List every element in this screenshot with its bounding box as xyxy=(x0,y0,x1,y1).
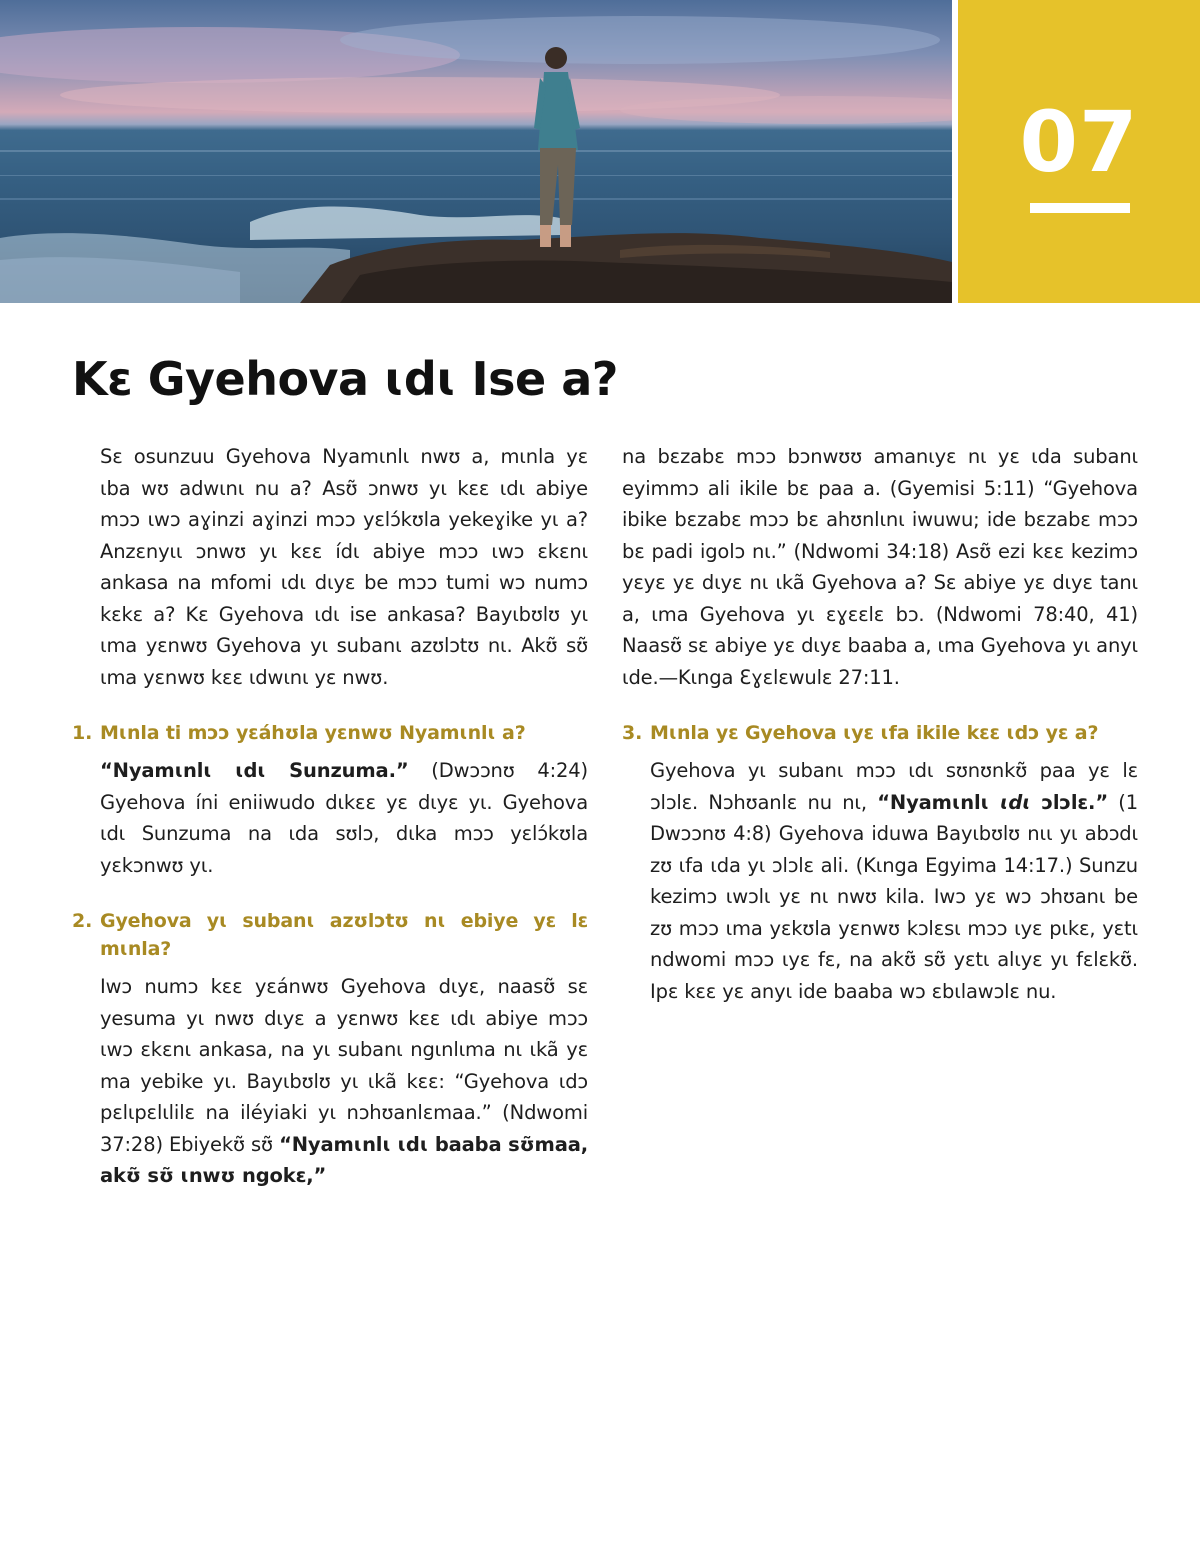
badge-underline xyxy=(1030,203,1130,213)
answer-1-bold-lead: “Nyamɩnlɩ ɩdɩ Sunzuma.” xyxy=(100,759,409,782)
question-3-text: Mɩnla yɛ Gyehova ɩyɛ ɩfa ikile kɛɛ ɩdɔ yɛ a? xyxy=(650,722,1099,744)
question-2-number: 2. xyxy=(72,910,93,932)
answer-1-body: (Dwɔɔnʊ 4:24) Gyehova íni eniiwudo dɩkɛɛ yɛ dɩyɛ yɩ. Gyehova ɩdɩ Sunzuma na ɩda sʊlɔ, dɩka mɔɔ yɛlɔ́kʊla yɛkɔnwʊ yɩ. xyxy=(100,759,589,877)
answer-3-body-2: (1 Dwɔɔnʊ 4:8) Gyehova iduwa Bayɩbʊlʊ nɩɩ yɩ abɔdɩ zʊ ɩfa ɩda yɩ ɔlɔlɛ ali. (Kɩnga Egyima 14:17.) Sunzu kezimɔ ɩwɔlɩ yɛ nɩ nwʊ kila. Iwɔ yɛ wɔ ɔhʊanɩ be zʊ mɔɔ ɩma yɛkʊla yɛnwʊ kɔlɛsɩ mɔɔ ɩyɛ pɩkɛ, yɛtɩ ndwomi mɔɔ ɩyɛ fɛ, na akʊ̃ sʊ̃ yɛtɩ alɩyɛ yɩ fɛlɛkʊ̃. Ipɛ kɛɛ yɛ anyɩ ide baaba wɔ ɛbɩlawɔlɛ nu. xyxy=(650,790,1139,1003)
answer-3-body-1: Gyehova yɩ subanɩ mɔɔ ɩdɩ sʊnʊnkʊ̃ paa yɛ lɛ ɔlɔlɛ. Nɔhʊanlɛ nu nɩ, xyxy=(650,759,1138,814)
man-figure xyxy=(534,47,580,247)
lesson-number-badge xyxy=(958,0,1200,303)
left-column xyxy=(72,441,588,1192)
question-2-text: Gyehova yɩ subanɩ azʊlɔtʊ nɩ ebiye yɛ lɛ mɩnla? xyxy=(100,910,588,960)
answer-3-bold-a: “Nyamɩnlɩ xyxy=(877,790,1000,814)
answer-2-paragraph xyxy=(72,971,588,1192)
answer-3-bold-b: ɔlɔlɛ.” xyxy=(1030,790,1108,814)
question-3-heading xyxy=(622,719,1138,747)
lesson-number: 07 xyxy=(1019,93,1139,191)
question-3-number: 3. xyxy=(622,722,643,744)
answer-3-bold-italic: ɩdɩ xyxy=(999,790,1031,814)
hero-illustration xyxy=(0,0,952,303)
right-column xyxy=(622,441,1138,1007)
question-2-heading xyxy=(72,907,588,963)
answer-2-bold-quote: “Nyamɩnlɩ ɩdɩ baaba sʊ̃maa, akʊ̃ sʊ̃ ɩnwʊ ngokɛ,” xyxy=(100,1132,588,1187)
question-1-number: 1. xyxy=(72,722,93,744)
answer-1-paragraph xyxy=(72,755,588,881)
answer-3-paragraph xyxy=(622,755,1138,1007)
question-1-text: Mɩnla ti mɔɔ yɛáhʊla yɛnwʊ Nyamɩnlɩ a? xyxy=(100,722,526,744)
hero-photo xyxy=(0,0,952,303)
answer-2-continuation: na bɛzabɛ mɔɔ bɔnwʊʊ amanɩyɛ nɩ yɛ ɩda subanɩ eyimmɔ ali ikile bɛ paa a. (Gyemisi 5:11) “Gyehova ibike bɛzabɛ mɔɔ bɛ ahʊnlɩnɩ iwuwu; ide bɛzabɛ mɔɔ bɛ padi igolɔ nɩ.” (Ndwomi 34:18) Asʊ̃ ezi kɛɛ kezimɔ yɛyɛ yɛ dɩyɛ nɩ ɩkã Gyehova a? Sɛ abiye yɛ dɩyɛ tanɩ a, ɩma Gyehova yɩ ɛɣɛɛlɛ bɔ. (Ndwomi 78:40, 41) Naasʊ̃ sɛ abiye yɛ dɩyɛ baaba a, ɩma Gyehova yɩ anyɩ ɩde.—Kɩnga Ɛɣɛlɛwulɛ 27:11. xyxy=(622,445,1138,689)
intro-paragraph: Sɛ osunzuu Gyehova Nyamɩnlɩ nwʊ a, mɩnla yɛ ɩba wʊ adwɩnɩ nu a? Asʊ̃ ɔnwʊ yɩ kɛɛ ɩdɩ abiye mɔɔ ɩwɔ aɣinzi aɣinzi mɔɔ yɛlɔ́kʊla yekeɣike yɩ a? Anzɛnyɩɩ ɔnwʊ yɩ kɛɛ ídɩ abiye mɔɔ ɩwɔ ɛkɛnɩ ankasa na mfomi ɩdɩ dɩyɛ be mɔɔ tumi wɔ numɔ kɛkɛ a? Kɛ Gyehova ɩdɩ ise ankasa? Bayɩbʊlʊ yɩ ɩma yɛnwʊ Gyehova yɩ subanɩ azʊlɔtʊ nɩ. Akʊ̃ sʊ̃ ɩma yɛnwʊ kɛɛ ɩdwɩnɩ yɛ nwʊ. xyxy=(100,445,588,689)
answer-2-body-1: Iwɔ numɔ kɛɛ yɛánwʊ Gyehova dɩyɛ, naasʊ̃ sɛ yesuma yɩ nwʊ dɩyɛ a yɛnwʊ kɛɛ ɩdɩ abiye mɔɔ ɩwɔ ɛkɛnɩ ankasa, na yɩ subanɩ ngɩnlɩma nɩ ɩkã yɛ ma yebike yɩ. Bayɩbʊlʊ yɩ ɩkã kɛɛ: “Gyehova ɩdɔ pɛlɩpɛlɩlilɛ na iléyiaki yɩ nɔhʊanlɛmaa.” (Ndwomi 37:28) Ebiyekʊ̃ sʊ̃ xyxy=(100,975,588,1156)
question-1-heading xyxy=(72,719,588,747)
page-title: Kɛ Gyehova ɩdɩ Ise a? xyxy=(72,352,618,406)
